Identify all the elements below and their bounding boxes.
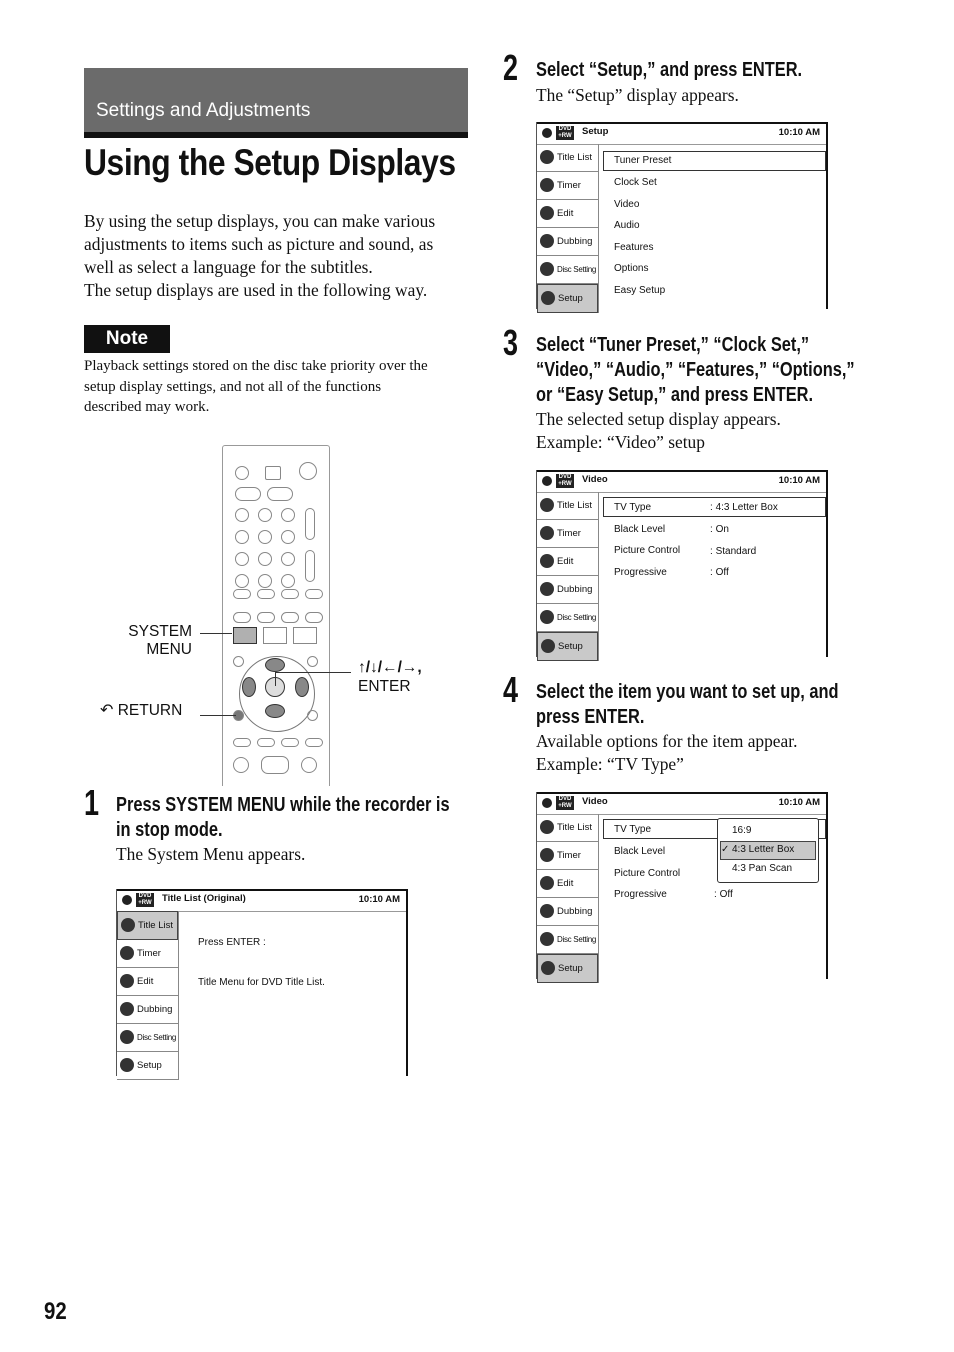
remote-button bbox=[233, 738, 251, 747]
return-label: ↶ RETURN bbox=[100, 702, 183, 719]
remote-button bbox=[235, 487, 261, 501]
sidebar-item-setup[interactable]: Setup bbox=[537, 632, 598, 661]
edit-icon bbox=[120, 974, 134, 988]
screen-title: Video bbox=[582, 474, 608, 485]
callout-line bbox=[275, 672, 351, 673]
setting-label-progressive[interactable]: Progressive bbox=[614, 889, 667, 900]
setting-value-progressive: : Off bbox=[710, 567, 729, 578]
disc-icon bbox=[542, 798, 552, 808]
setting-label-picture-control[interactable]: Picture Control bbox=[614, 545, 681, 556]
step-heading: Press SYSTEM MENU while the recorder is in stop mode. bbox=[116, 793, 450, 841]
system-menu-label: SYSTEM MENU bbox=[128, 623, 192, 658]
step-heading: Select “Setup,” and press ENTER. bbox=[536, 58, 803, 81]
title-list-icon bbox=[121, 918, 135, 932]
section-header-rule bbox=[84, 132, 468, 138]
page-title: Using the Setup Displays bbox=[84, 142, 456, 183]
menu-item-features[interactable]: Features bbox=[614, 242, 654, 253]
step-description: The selected setup display appears. Example: “Video” setup bbox=[536, 409, 781, 452]
intro-line: The setup displays are used in the following way. bbox=[84, 280, 428, 300]
screen-title: Setup bbox=[582, 126, 609, 137]
sidebar-item-timer[interactable]: Timer bbox=[117, 940, 178, 968]
number-button bbox=[281, 552, 295, 566]
remote-button bbox=[281, 589, 299, 599]
number-button bbox=[258, 508, 272, 522]
remote-button bbox=[307, 710, 318, 721]
setting-label-black-level[interactable]: Black Level bbox=[614, 846, 666, 857]
sidebar-item-disc-setting[interactable]: Disc Setting bbox=[537, 256, 598, 284]
dubbing-icon bbox=[540, 234, 554, 248]
disc-icon bbox=[542, 476, 552, 486]
note-line: Playback settings stored on the disc take priority over the bbox=[84, 358, 428, 374]
edit-icon bbox=[540, 876, 554, 890]
arrow-keys-label: ↑/↓/←/→, bbox=[358, 659, 422, 676]
callout-line bbox=[275, 672, 276, 686]
step-number: 4 bbox=[503, 669, 519, 710]
option-16-9[interactable]: 16:9 bbox=[732, 825, 752, 836]
setting-value-picture-control: : Standard bbox=[710, 546, 757, 557]
screen-clock: 10:10 AM bbox=[358, 894, 400, 905]
remote-button bbox=[267, 487, 293, 501]
screen-clock: 10:10 AM bbox=[778, 127, 820, 138]
remote-button bbox=[257, 589, 275, 599]
setup-icon bbox=[541, 639, 555, 653]
remote-button bbox=[257, 738, 275, 747]
remote-button bbox=[281, 612, 299, 623]
eject-button bbox=[235, 466, 249, 480]
screen-header bbox=[537, 470, 826, 493]
number-button bbox=[235, 552, 249, 566]
sidebar-item-disc-setting[interactable]: Disc Setting bbox=[117, 1024, 178, 1052]
screen-header bbox=[537, 792, 826, 815]
callout-line bbox=[200, 715, 236, 716]
disc-setting-icon bbox=[120, 1030, 134, 1044]
step-description: The System Menu appears. bbox=[116, 844, 306, 864]
checkmark-icon: ✓ bbox=[721, 844, 730, 855]
sidebar-item-setup[interactable]: Setup bbox=[117, 1052, 178, 1080]
menu-item-video[interactable]: Video bbox=[614, 199, 640, 210]
sidebar-item-title-list[interactable]: Title List bbox=[537, 492, 598, 520]
number-button bbox=[235, 574, 249, 588]
screen-clock: 10:10 AM bbox=[778, 797, 820, 808]
screen-sidebar bbox=[117, 911, 179, 1080]
intro-line: well as select a language for the subtitles. bbox=[84, 257, 373, 277]
dvd-rw-badge: DVD +RW bbox=[556, 796, 574, 810]
sidebar-item-dubbing[interactable]: Dubbing bbox=[117, 996, 178, 1024]
callout-line bbox=[200, 633, 232, 634]
step-number: 1 bbox=[84, 782, 100, 823]
dvd-rw-badge: DVD +RW bbox=[556, 474, 574, 488]
disc-setting-icon bbox=[540, 262, 554, 276]
power-button bbox=[299, 462, 317, 480]
timer-icon bbox=[540, 178, 554, 192]
sidebar-item-title-list[interactable]: Title List bbox=[537, 144, 598, 172]
intro-paragraph bbox=[84, 210, 435, 302]
setting-label-picture-control[interactable]: Picture Control bbox=[614, 868, 681, 879]
rewind-button bbox=[233, 757, 249, 773]
note-line: described may work. bbox=[84, 399, 210, 415]
screen-title: Title List (Original) bbox=[162, 893, 246, 904]
return-icon: ↶ bbox=[100, 702, 114, 719]
screen-sidebar bbox=[537, 144, 599, 313]
tv-type-options-popup bbox=[717, 818, 819, 883]
sidebar-item-timer[interactable]: Timer bbox=[537, 172, 598, 200]
edit-icon bbox=[540, 554, 554, 568]
up-arrow-button bbox=[265, 658, 285, 672]
number-button bbox=[258, 530, 272, 544]
setup-icon bbox=[541, 291, 555, 305]
remote-button bbox=[263, 627, 287, 644]
note-label: Note bbox=[84, 325, 170, 353]
setting-value-progressive: : Off bbox=[714, 889, 733, 900]
menu-item-options[interactable]: Options bbox=[614, 263, 649, 274]
remote-button bbox=[233, 656, 244, 667]
sidebar-item-disc-setting[interactable]: Disc Setting bbox=[537, 604, 598, 632]
setting-value-black-level: : On bbox=[710, 524, 729, 535]
section-title: Settings and Adjustments bbox=[96, 100, 311, 121]
sidebar-item-edit[interactable]: Edit bbox=[537, 548, 598, 576]
left-arrow-button bbox=[242, 677, 256, 697]
forward-button bbox=[301, 757, 317, 773]
video-setup-screen bbox=[536, 470, 828, 657]
note-text bbox=[84, 356, 428, 418]
dubbing-icon bbox=[120, 1002, 134, 1016]
tv-type-screen bbox=[536, 792, 828, 979]
screen-sidebar bbox=[537, 814, 599, 983]
sidebar-item-dubbing[interactable]: Dubbing bbox=[537, 576, 598, 604]
screen-title: Video bbox=[582, 796, 608, 807]
timer-icon bbox=[540, 848, 554, 862]
disc-icon bbox=[542, 128, 552, 138]
timer-icon bbox=[540, 526, 554, 540]
screen-header bbox=[117, 889, 406, 912]
menu-item-easy-setup[interactable]: Easy Setup bbox=[614, 285, 666, 296]
remote-button bbox=[305, 738, 323, 747]
remote-button bbox=[281, 738, 299, 747]
dubbing-icon bbox=[540, 582, 554, 596]
dubbing-icon bbox=[540, 904, 554, 918]
sidebar-item-timer[interactable]: Timer bbox=[537, 520, 598, 548]
screen-text: Title Menu for DVD Title List. bbox=[198, 977, 325, 988]
screen-sidebar bbox=[537, 492, 599, 661]
option-4-3-letter-box[interactable]: 4:3 Letter Box bbox=[732, 844, 795, 855]
volume-rocker bbox=[305, 508, 315, 540]
intro-line: By using the setup displays, you can make various bbox=[84, 211, 436, 231]
screen-clock: 10:10 AM bbox=[778, 475, 820, 486]
step-heading: Select the item you want to set up, and press ENTER. bbox=[536, 680, 839, 728]
play-button bbox=[261, 756, 289, 774]
enter-label: ENTER bbox=[358, 678, 411, 695]
number-button bbox=[258, 574, 272, 588]
setup-screen bbox=[536, 122, 828, 309]
open-button bbox=[265, 466, 281, 480]
sidebar-item-timer[interactable]: Timer bbox=[537, 842, 598, 870]
intro-line: adjustments to items such as picture and sound, as bbox=[84, 234, 434, 254]
sidebar-item-setup[interactable]: Setup bbox=[537, 284, 598, 313]
number-button bbox=[235, 508, 249, 522]
title-list-icon bbox=[540, 150, 554, 164]
setup-icon bbox=[541, 961, 555, 975]
remote-button bbox=[257, 612, 275, 623]
setting-label-tv-type[interactable]: TV Type bbox=[614, 824, 652, 835]
setting-value-tv-type: : 4:3 Letter Box bbox=[710, 502, 778, 513]
remote-button bbox=[305, 612, 323, 623]
remote-control-illustration bbox=[222, 445, 330, 786]
step-description: Available options for the item appear. Example: “TV Type” bbox=[536, 731, 798, 774]
sidebar-item-title-list[interactable]: Title List bbox=[537, 814, 598, 842]
menu-item-audio[interactable]: Audio bbox=[614, 220, 640, 231]
step-number: 3 bbox=[503, 322, 519, 363]
title-list-icon bbox=[540, 498, 554, 512]
option-4-3-pan-scan[interactable]: 4:3 Pan Scan bbox=[732, 863, 793, 874]
sidebar-item-dubbing[interactable]: Dubbing bbox=[537, 228, 598, 256]
note-line: setup display settings, and not all of the functions bbox=[84, 378, 382, 395]
number-button bbox=[281, 508, 295, 522]
menu-item-tuner-preset[interactable]: Tuner Preset bbox=[614, 155, 672, 166]
step-number: 2 bbox=[503, 47, 519, 88]
menu-item-clock-set[interactable]: Clock Set bbox=[614, 177, 657, 188]
setting-label-black-level[interactable]: Black Level bbox=[614, 524, 666, 535]
number-button bbox=[281, 530, 295, 544]
remote-button bbox=[305, 589, 323, 599]
channel-rocker bbox=[305, 550, 315, 582]
number-button bbox=[281, 574, 295, 588]
step-heading: Select “Tuner Preset,” “Clock Set,” “Video,” “Audio,” “Features,” “Options,” or “Easy Setup,” and press ENTER. bbox=[536, 333, 855, 406]
sidebar-item-edit[interactable]: Edit bbox=[537, 200, 598, 228]
setting-label-progressive[interactable]: Progressive bbox=[614, 567, 667, 578]
sidebar-item-edit[interactable]: Edit bbox=[537, 870, 598, 898]
setting-label-tv-type[interactable]: TV Type bbox=[614, 502, 652, 513]
system-menu-screen bbox=[116, 889, 408, 1076]
disc-icon bbox=[122, 895, 132, 905]
sidebar-item-disc-setting[interactable]: Disc Setting bbox=[537, 926, 598, 954]
sidebar-item-title-list[interactable]: Title List bbox=[117, 911, 178, 940]
remote-button bbox=[293, 627, 317, 644]
remote-button bbox=[233, 589, 251, 599]
sidebar-item-setup[interactable]: Setup bbox=[537, 954, 598, 983]
setup-icon bbox=[120, 1058, 134, 1072]
screen-header bbox=[537, 122, 826, 145]
page-number: 92 bbox=[44, 1298, 67, 1325]
dvd-rw-badge: DVD +RW bbox=[556, 126, 574, 140]
system-menu-button bbox=[233, 627, 257, 644]
title-list-icon bbox=[540, 820, 554, 834]
disc-setting-icon bbox=[540, 610, 554, 624]
right-arrow-button bbox=[295, 677, 309, 697]
disc-setting-icon bbox=[540, 932, 554, 946]
timer-icon bbox=[120, 946, 134, 960]
dvd-rw-badge: DVD +RW bbox=[136, 893, 154, 907]
sidebar-item-dubbing[interactable]: Dubbing bbox=[537, 898, 598, 926]
screen-text: Press ENTER : bbox=[198, 937, 266, 948]
edit-icon bbox=[540, 206, 554, 220]
remote-button bbox=[307, 656, 318, 667]
step-description: The “Setup” display appears. bbox=[536, 85, 739, 105]
down-arrow-button bbox=[265, 704, 285, 718]
number-button bbox=[235, 530, 249, 544]
number-button bbox=[258, 552, 272, 566]
sidebar-item-edit[interactable]: Edit bbox=[117, 968, 178, 996]
remote-button bbox=[233, 612, 251, 623]
